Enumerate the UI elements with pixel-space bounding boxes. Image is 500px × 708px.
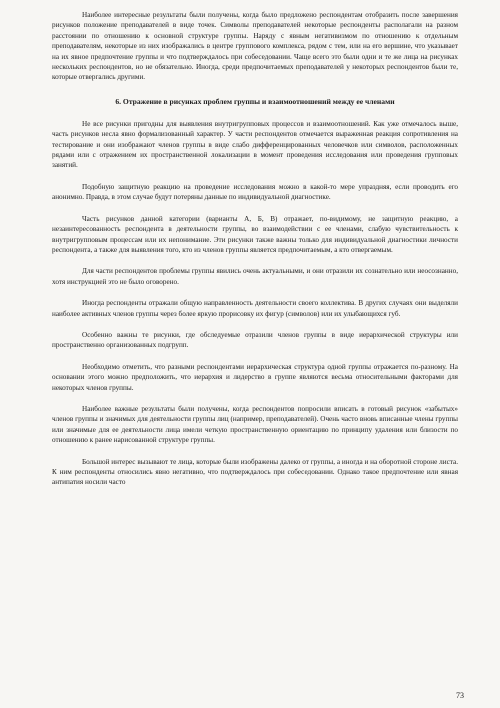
paragraph-2: Не все рисунки пригодны для выявления внутригрупповых процессов и взаимоотношений. Как уже отмечалось выше, часть рисунков несла явно формализованный характер. У части респондентов отмечается выраженная реакция сопротивления на тестирование и они изображают членов группы в виде слабо дифференцированных человечков или символов, расположенных рядами или с отражением их пространственной локализации в момент проведения исследования или проведения групповых занятий. <box>52 119 458 170</box>
paragraph-3: Подобную защитную реакцию на проведение исследования можно в какой-то мере упраздняя, если проводить его анонимно. Правда, в этом случае будут потеряны данные по индивидуальной диагностике. <box>52 182 458 202</box>
paragraph-8: Необходимо отметить, что разными респондентами иерархическая структура одной группы отражается по-разному. На основании этого можно предположить, что иерархия и лидерство в группе являются весьма относительными факторами для некоторых членов группы. <box>52 362 458 392</box>
paragraph-5: Для части респондентов проблемы группы явились очень актуальными, и они отразили их сознательно или неосознанно, хотя инструкцией это не было оговорено. <box>52 267 458 286</box>
paragraph-1: Наиболее интересные результаты были получены, когда было предложено респондентам отобразить после завершения рисунков положение преподавателей в виде точек. Символы преподавателей некоторые респонденты располагали на разном расстоянии по отношению к основной структуре группы. Наряду с явным негативизмом по отношению к отдельным преподавателям, некоторые из них изображались в центре группового комплекса, рядом с тем, или на его вершине, что указывает на их явное предпочтение группы и что подтверждалось при собеседовании. Чаще всего это были одни и те же лица на рисунках нескольких респондентов, но не обязательно. Иногда, среди предпочитаемых преподавателей у некоторых респондентов были те, которые отвергались другими. <box>52 11 458 82</box>
paragraph-10: Большой интерес вызывают те лица, которые были изображены далеко от группы, а иногда и на оборотной стороне листа. К ним респонденты относились явно негативно, что подтверждалось при собеседовании. Однако такое предпочтение или явная антипатия носили часто <box>52 457 458 487</box>
paragraph-9: Наиболее важные результаты были получены, когда респондентов попросили вписать в готовый рисунок «забытых» членов группы и значимых для деятельности группы лиц (например, преподавателей). Очень часто вновь вписанные члены группы или значимые для ее деятельности лица имели четкую пространственную ориентацию по принципу удаления или близости по отношению к ранее нарисованной структуре группы. <box>52 404 458 445</box>
page-number: 73 <box>456 691 464 700</box>
paragraph-4: Часть рисунков данной категории (варианты А, Б, В) отражает, по-видимому, не защитную реакцию, а незаинтересованность респондента в деятельности группы, во взаимодействии с ее членами, слабую чувствительность к внутригрупповым процессам или их непонимание. Эти рисунки также важны только для индивидуальной диагностики личности респондента, а также для выявления того, кто из членов группы является предпочитаемым, а кто отвергаемым. <box>52 214 458 254</box>
section-heading: 6. Отражение в рисунках проблем группы и взаимоотношений между ее членами <box>115 96 395 106</box>
paragraph-7: Особенно важны те рисунки, где обследуемые отразили членов группы в виде иерархической структуры или пространственно организованных подгрупп. <box>52 330 458 350</box>
paragraph-6: Иногда респонденты отражали общую направленность деятельности своего коллектива. В других случаях они выделяли наиболее активных членов группы через более яркую прорисовку их фигур (символов) или их улыбающихся губ. <box>52 299 458 318</box>
